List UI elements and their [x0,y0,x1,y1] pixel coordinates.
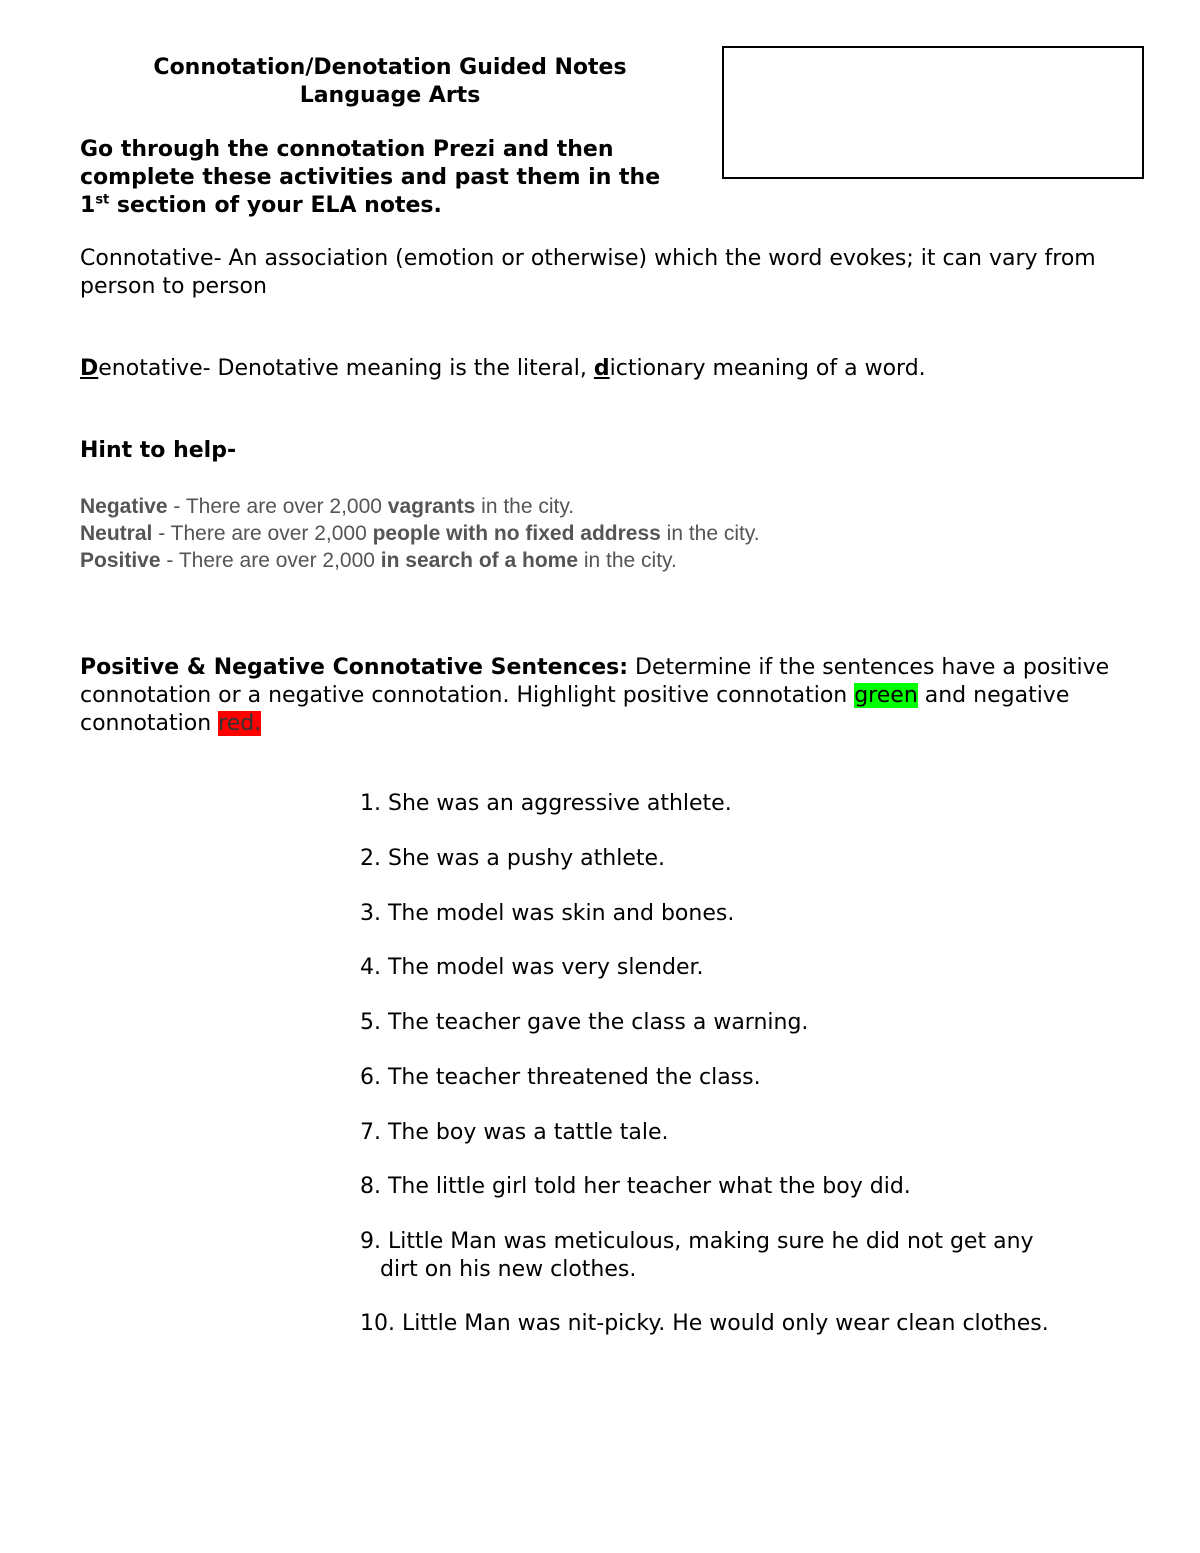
section-text-2: and negative connotation [80,683,1070,736]
example-text: - There are over 2,000 [152,522,373,545]
dictionary-initial-d: d [593,356,610,381]
list-item: 9. Little Man was meticulous, making sure he did not get any [360,1229,1034,1254]
example-text: in the city. [578,549,677,572]
denotative-text-part-2: ictionary meaning of a word. [609,356,926,381]
list-item: 2. She was a pushy athlete. [360,846,666,871]
denotative-definition [80,355,1140,383]
example-label: Negative [80,495,168,518]
green-highlight-word: green [854,683,918,708]
list-item: 3. The model was skin and bones. [360,901,735,926]
instructions-ordinal: 1 [80,193,96,218]
example-positive [80,547,1140,574]
example-text: in the city. [660,522,760,545]
example-keyword: vagrants [387,495,476,518]
title-block [80,54,700,110]
example-keyword: in search of a home [380,549,579,572]
list-item: 10. Little Man was nit-picky. He would only wear clean clothes. [360,1311,1049,1336]
section-heading: Positive & Negative Connotative Sentences: [80,655,629,680]
example-negative [80,493,1140,520]
list-item-9 [360,1228,1120,1284]
list-item: 4. The model was very slender. [360,955,704,980]
name-box [722,46,1144,179]
list-item: 8. The little girl told her teacher what the boy did. [360,1174,911,1199]
instructions-line-3 [80,192,720,220]
page-subtitle: Language Arts [299,83,481,108]
connotative-definition: Connotative- An association (emotion or otherwise) which the word evokes; it can vary from person to person [80,246,1096,299]
instructions [80,136,720,220]
instructions-line-2: complete these activities and past them in the [80,165,661,190]
red-highlight-word: red. [218,711,262,736]
list-item: 7. The boy was a tattle tale. [360,1120,669,1145]
list-item: 1. She was an aggressive athlete. [360,791,732,816]
example-text: - There are over 2,000 [167,495,388,518]
denotative-text-part-1: enotative- Denotative meaning is the literal, [98,356,594,381]
instructions-line-1: Go through the connotation Prezi and then [80,137,614,162]
denotative-initial-d: D [80,356,99,381]
example-label: Neutral [80,522,153,545]
example-keyword: people with no fixed address [372,522,661,545]
connotative-sentences-section [80,654,1140,738]
example-text: in the city. [475,495,575,518]
example-text: - There are over 2,000 [160,549,381,572]
hint-examples [80,493,1140,574]
instructions-ordinal-suffix: st [95,192,110,208]
instructions-line-3-text: section of your ELA notes. [109,193,442,218]
example-label: Positive [80,549,161,572]
page-title: Connotation/Denotation Guided Notes [153,55,627,80]
hint-heading: Hint to help- [80,438,237,463]
list-item: 6. The teacher threatened the class. [360,1065,761,1090]
list-item: 5. The teacher gave the class a warning. [360,1010,809,1035]
list-item-continuation: dirt on his new clothes. [380,1257,637,1282]
example-neutral [80,520,1140,547]
section-text-1: Determine if the sentences have a positive connotation or a negative connotation. Highlight positive connotation [80,655,1110,708]
